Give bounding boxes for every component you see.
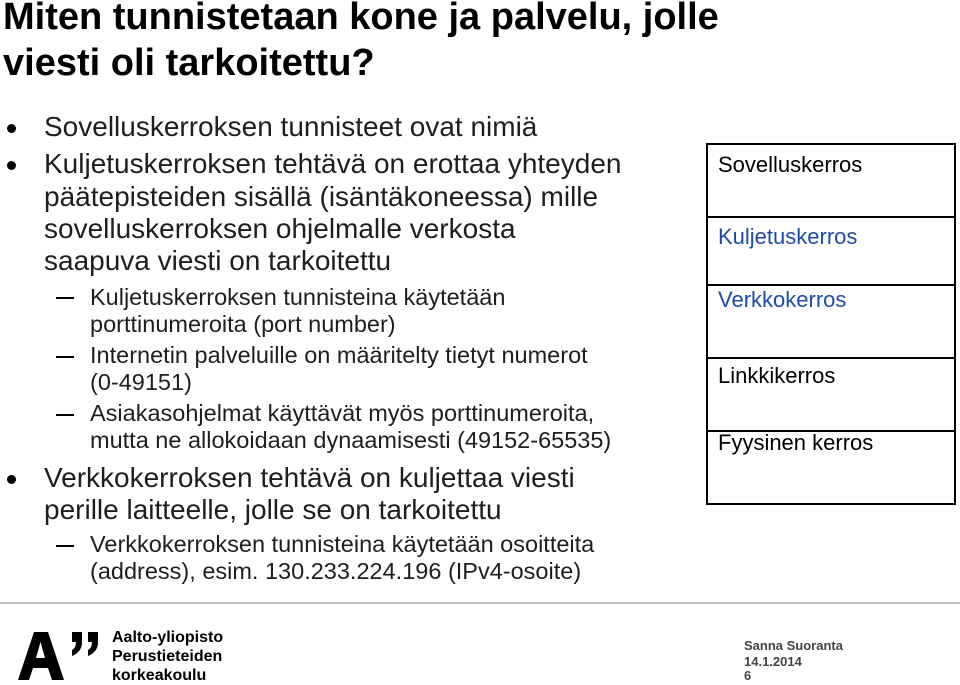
slide-title <box>3 0 933 86</box>
sub-bullet-2-line-2: (0-49151) <box>90 369 192 395</box>
bullet-2-line-3: sovelluskerroksen ohjelmalle verkosta <box>44 213 516 244</box>
bullet-marker <box>7 124 16 133</box>
sub-bullet-3-line-2: mutta ne allokoidaan dynaamisesti (49152-65535) <box>90 427 612 453</box>
sub-bullet-marker <box>56 414 74 416</box>
sub-bullet-marker <box>56 545 74 547</box>
sub-bullet-2-line-1: Internetin palveluille on määritelty tietyt numerot <box>90 342 588 368</box>
sub-bullet-4-line-1: Verkkokerroksen tunnisteina käytetään osoitteita <box>90 531 595 557</box>
university-name-line-2: Perustieteiden <box>112 648 223 665</box>
footer-page-number: 6 <box>744 668 752 683</box>
aalto-logo-icon <box>18 632 106 680</box>
footer-author: Sanna Suoranta <box>744 638 843 653</box>
layer-link: Linkkikerros <box>718 363 836 388</box>
layer-application: Sovelluskerros <box>718 152 863 177</box>
footer-date: 14.1.2014 <box>744 654 802 669</box>
sub-bullet-1-line-1: Kuljetuskerroksen tunnisteina käytetään <box>90 284 506 310</box>
bullet-3-line-1: Verkkokerroksen tehtävä on kuljettaa viesti <box>44 462 575 493</box>
sub-bullet-1-line-2: porttinumeroita (port number) <box>90 311 396 337</box>
bullet-marker <box>7 161 16 170</box>
layer-divider <box>706 357 956 359</box>
layer-divider <box>706 216 956 218</box>
university-name-line-3: korkeakoulu <box>112 667 207 684</box>
layer-divider <box>706 284 956 286</box>
sub-bullet-3-line-1: Asiakasohjelmat käyttävät myös porttinumeroita, <box>90 400 595 426</box>
footer-divider <box>0 602 960 604</box>
layer-physical: Fyysinen kerros <box>718 430 874 455</box>
bullet-marker <box>7 475 16 484</box>
bullet-1-text: Sovelluskerroksen tunnisteet ovat nimiä <box>44 111 538 142</box>
sub-bullet-marker <box>56 297 74 299</box>
title-line-2: viesti oli tarkoitettu? <box>3 42 375 84</box>
bullet-2-line-1: Kuljetuskerroksen tehtävä on erottaa yhteyden <box>44 148 622 179</box>
layer-transport: Kuljetuskerros <box>718 224 858 249</box>
sub-bullet-4-line-2: (address), esim. 130.233.224.196 (IPv4-osoite) <box>90 558 582 584</box>
bullet-2-line-2: päätepisteiden sisällä (isäntäkoneessa) mille <box>44 181 599 212</box>
bullet-3-line-2: perille laitteelle, jolle se on tarkoitettu <box>44 494 502 525</box>
sub-bullet-marker <box>56 356 74 358</box>
title-line-1: Miten tunnistetaan kone ja palvelu, jolle <box>3 0 719 38</box>
bullet-2-line-4: saapuva viesti on tarkoitettu <box>44 245 392 276</box>
university-name-line-1: Aalto-yliopisto <box>112 629 224 646</box>
layer-network: Verkkokerros <box>718 287 847 312</box>
